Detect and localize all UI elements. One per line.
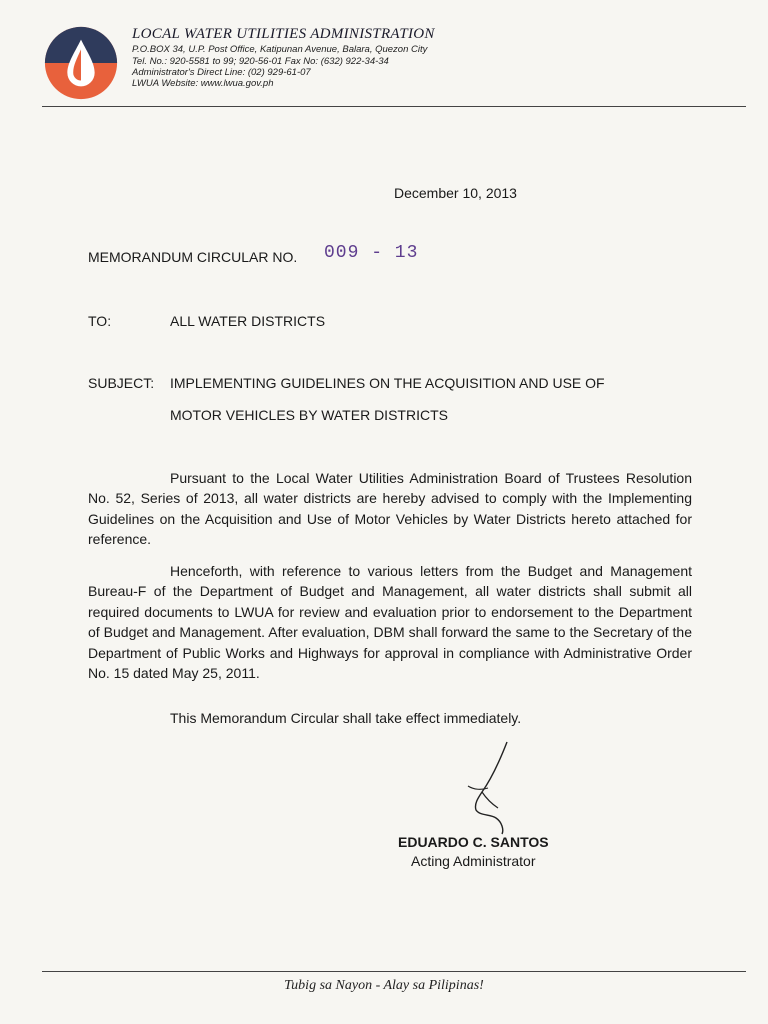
- header-divider: [42, 106, 746, 107]
- to-value: ALL WATER DISTRICTS: [170, 313, 326, 329]
- memo-number-stamp: 009 - 13: [324, 243, 419, 263]
- subject-line-1: IMPLEMENTING GUIDELINES ON THE ACQUISITION AND USE OF: [170, 375, 605, 391]
- to-label: TO:: [88, 313, 112, 329]
- memo-number-label: MEMORANDUM CIRCULAR NO.: [88, 249, 298, 265]
- footer-divider: [42, 971, 746, 972]
- org-name: LOCAL WATER UTILITIES ADMINISTRATION: [132, 26, 435, 42]
- website-line: LWUA Website: www.lwua.gov.ph: [132, 78, 274, 89]
- body-paragraph-1: Pursuant to the Local Water Utilities Administration Board of Trustees Resolution No. 52, Series of 2013, all water districts are hereby advised to comply with the Implementing Guidelines on the Acquisition and Use of Motor Vehicles by Water Districts hereto attached for reference.: [88, 470, 692, 548]
- subject-line-2: MOTOR VEHICLES BY WATER DISTRICTS: [170, 407, 448, 423]
- contact-line: Tel. No.: 920-5581 to 99; 920-56-01 Fax No: (632) 922-34-34: [132, 56, 389, 67]
- body-paragraph-3: This Memorandum Circular shall take effect immediately.: [170, 710, 522, 726]
- signatory-title: Acting Administrator: [411, 853, 536, 869]
- signature-icon: [452, 738, 532, 838]
- signatory-name: EDUARDO C. SANTOS: [398, 834, 549, 850]
- subject-label: SUBJECT:: [88, 375, 155, 391]
- direct-line: Administrator's Direct Line: (02) 929-61-07: [132, 67, 311, 78]
- memo-date: December 10, 2013: [394, 185, 517, 201]
- lwua-logo-icon: [42, 24, 120, 102]
- footer-tagline: Tubig sa Nayon - Alay sa Pilipinas!: [284, 978, 484, 993]
- body-paragraph-2: Henceforth, with reference to various letters from the Budget and Management Bureau-F of the Department of Budget and Management, all water districts shall submit all required documents to LWUA for review and evaluation prior to endorsement to the Department of Budget and Management. After evaluation, DBM shall forward the same to the Secretary of the Department of Public Works and Highways for approval in compliance with Administrative Order No. 15 dated May 25, 2011.: [88, 563, 692, 682]
- address-line: P.O.BOX 34, U.P. Post Office, Katipunan Avenue, Balara, Quezon City: [132, 44, 428, 55]
